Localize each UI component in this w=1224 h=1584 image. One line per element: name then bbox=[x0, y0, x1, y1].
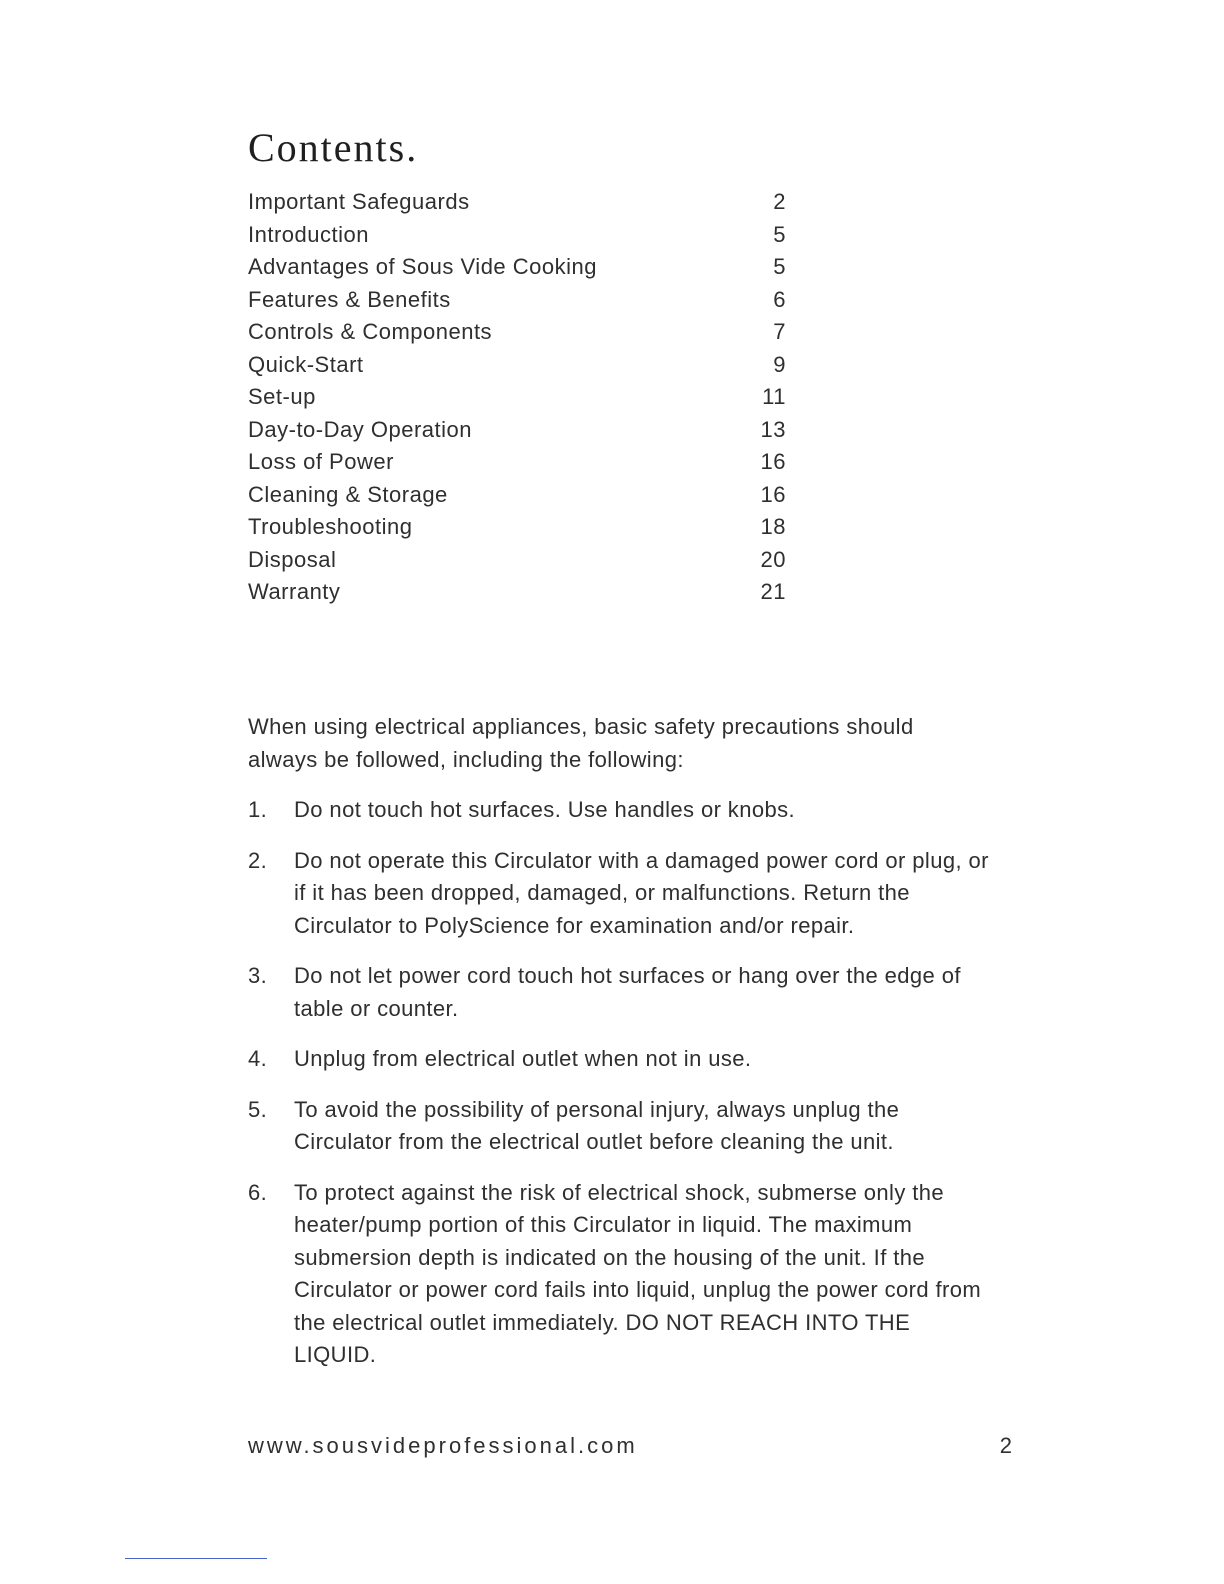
safeguard-number: 3. bbox=[248, 963, 268, 988]
toc-entry[interactable] bbox=[248, 381, 790, 414]
toc-entry-label: Disposal bbox=[248, 546, 337, 572]
safeguards-list bbox=[248, 794, 993, 1390]
toc-entry[interactable] bbox=[248, 576, 790, 609]
toc-entry-label: Loss of Power bbox=[248, 449, 394, 474]
toc-entry-label: Features & Benefits bbox=[248, 286, 451, 312]
toc-entry[interactable] bbox=[248, 316, 790, 349]
toc-entry-label: Troubleshooting bbox=[248, 514, 413, 539]
safeguard-text: To protect against the risk of electrical shock, submerse only the heater/pump portion of this Circulator in liquid. The maximum submersion depth is indicated on the housing of the unit. If the Circulator or power cord fails into liquid, unplug the power cord from the electrical outlet immediately. DO NOT REACH INTO THE LIQUID. bbox=[294, 1179, 982, 1367]
toc-entry-page: 5 bbox=[773, 221, 786, 247]
safeguard-text: Do not operate this Circulator with a damaged power cord or plug, or if it has been dropped, damaged, or malfunctions. Return the Circulator to PolyScience for examination and/or repair. bbox=[294, 847, 989, 938]
toc-entry[interactable] bbox=[248, 349, 790, 382]
safeguard-number: 6. bbox=[248, 1179, 268, 1205]
safeguard-number: 1. bbox=[248, 797, 268, 822]
footer-website-link[interactable]: www.sousvideprofessional.com bbox=[248, 1433, 638, 1458]
toc-entry-label: Set-up bbox=[248, 384, 316, 409]
safeguard-text: To avoid the possibility of personal injury, always unplug the Circulator from the electrical outlet before cleaning the unit. bbox=[294, 1096, 900, 1154]
safeguard-item bbox=[248, 1177, 993, 1372]
toc-entry[interactable] bbox=[248, 511, 790, 544]
decorative-underline bbox=[125, 1558, 267, 1559]
toc-entry-page: 7 bbox=[773, 319, 786, 344]
toc-entry-label: Quick-Start bbox=[248, 351, 364, 377]
toc-entry-label: Advantages of Sous Vide Cooking bbox=[248, 254, 597, 279]
safeguard-item bbox=[248, 1094, 993, 1159]
toc-entry-page: 20 bbox=[760, 546, 786, 572]
toc-entry-label: Day-to-Day Operation bbox=[248, 416, 472, 442]
toc-entry[interactable] bbox=[248, 479, 790, 512]
safeguard-text: Unplug from electrical outlet when not in use. bbox=[294, 1046, 752, 1071]
toc-entry-label: Controls & Components bbox=[248, 319, 493, 344]
toc-entry[interactable] bbox=[248, 544, 790, 577]
table-of-contents bbox=[248, 186, 790, 609]
safeguard-number: 5. bbox=[248, 1096, 268, 1122]
safeguard-text: Do not touch hot surfaces. Use handles or knobs. bbox=[294, 797, 796, 822]
safeguard-item bbox=[248, 1043, 993, 1076]
toc-entry-page: 11 bbox=[762, 384, 786, 409]
toc-entry[interactable] bbox=[248, 414, 790, 447]
toc-entry-page: 6 bbox=[773, 286, 786, 312]
toc-entry-page: 9 bbox=[773, 351, 786, 377]
toc-entry[interactable] bbox=[248, 251, 790, 284]
safeguard-number: 4. bbox=[248, 1046, 268, 1071]
toc-entry-label: Important Safeguards bbox=[248, 189, 470, 214]
safeguard-item bbox=[248, 845, 993, 943]
footer-page-number: 2 bbox=[999, 1433, 1012, 1458]
toc-entry-page: 5 bbox=[773, 254, 786, 279]
toc-entry-page: 21 bbox=[760, 579, 786, 604]
safeguard-item bbox=[248, 794, 993, 827]
toc-entry-page: 18 bbox=[760, 514, 786, 539]
toc-entry-label: Introduction bbox=[248, 221, 369, 247]
toc-entry[interactable] bbox=[248, 186, 790, 219]
toc-entry-page: 2 bbox=[773, 189, 786, 214]
toc-entry-page: 13 bbox=[760, 416, 786, 442]
toc-entry-page: 16 bbox=[760, 481, 786, 507]
safeguard-text: Do not let power cord touch hot surfaces or hang over the edge of table or counter. bbox=[294, 963, 961, 1021]
toc-entry-label: Cleaning & Storage bbox=[248, 481, 448, 507]
safeguard-number: 2. bbox=[248, 847, 268, 873]
toc-entry[interactable] bbox=[248, 284, 790, 317]
page-title: Contents. bbox=[248, 125, 419, 170]
toc-entry-label: Warranty bbox=[248, 579, 341, 604]
safety-intro-paragraph: When using electrical appliances, basic safety precautions should always be followed, including the following: bbox=[248, 714, 914, 772]
safeguard-item bbox=[248, 960, 993, 1025]
toc-entry[interactable] bbox=[248, 446, 790, 479]
toc-entry[interactable] bbox=[248, 219, 790, 252]
toc-entry-page: 16 bbox=[760, 449, 786, 474]
